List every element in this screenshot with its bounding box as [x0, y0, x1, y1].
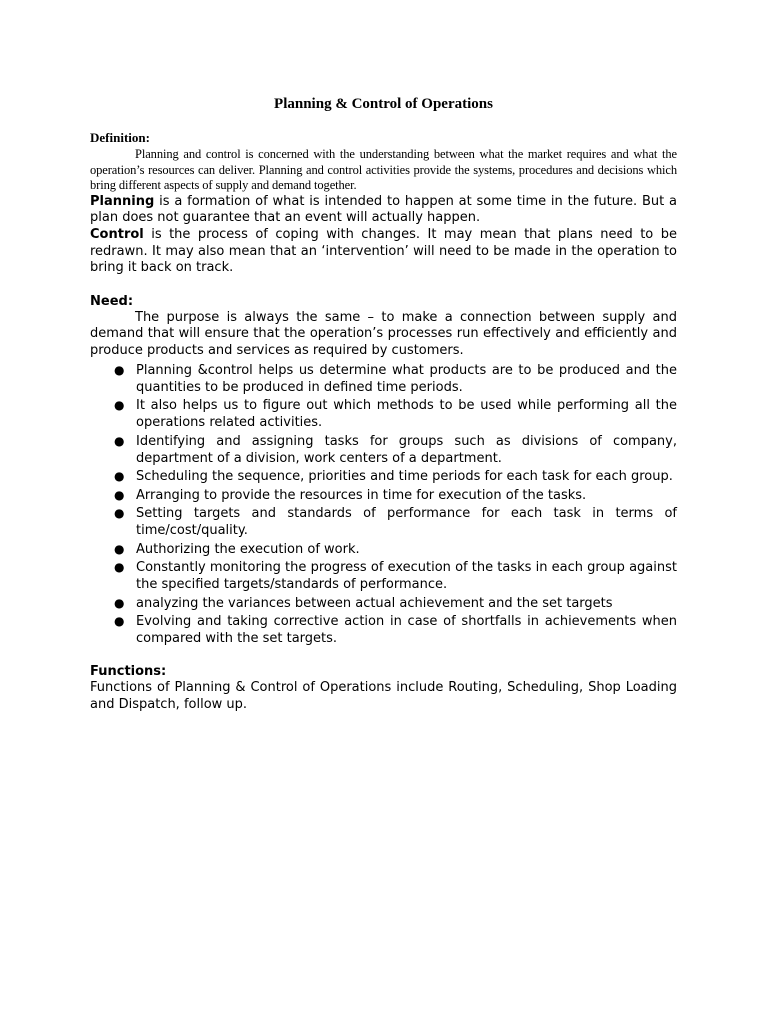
bullet-icon: ● [114, 362, 125, 377]
bullet-icon: ● [114, 398, 125, 413]
list-item-text: Planning &control helps us determine what products are to be produced and the quantities to be produced in defined time periods. [136, 362, 677, 395]
list-item-text: Authorizing the execution of work. [136, 541, 360, 557]
definition-paragraph: Planning and control is concerned with the understanding between what the market requires and what the operation’s resources can deliver. Planning and control activities provide the systems, procedures and decisions which bring different aspects of supply and demand together. [90, 147, 677, 193]
list-item-text: Scheduling the sequence, priorities and time periods for each task for each group. [136, 469, 673, 485]
need-intro-paragraph: The purpose is always the same – to make a connection between supply and demand that will ensure that the operation’s processes run effectively and efficiently and produce products and services as required by customers. [90, 309, 677, 358]
list-item-text: analyzing the variances between actual achievement and the set targets [136, 595, 613, 611]
bullet-icon: ● [114, 469, 125, 484]
planning-term: Planning [90, 193, 155, 209]
list-item [90, 541, 677, 558]
list-item-text: It also helps us to figure out which methods to be used while performing all the operations related activities. [136, 398, 677, 431]
planning-paragraph [90, 194, 677, 227]
functions-heading: Functions: [90, 664, 167, 680]
document-body [90, 94, 677, 714]
list-item-text: Setting targets and standards of performance for each task in terms of time/cost/quality. [136, 506, 677, 539]
list-item [90, 362, 677, 396]
list-item [90, 468, 677, 485]
list-item [90, 487, 677, 504]
document-title: Planning & Control of Operations [274, 96, 493, 112]
need-heading: Need: [90, 293, 134, 309]
list-item-text: Evolving and taking corrective action in case of shortfalls in achievements when compared with the set targets. [136, 614, 677, 647]
list-item-text: Constantly monitoring the progress of execution of the tasks in each group against the specified targets/standards of performance. [136, 560, 677, 593]
definition-heading: Definition: [90, 130, 150, 145]
bullet-icon: ● [114, 487, 125, 502]
list-item [90, 397, 677, 431]
list-item [90, 613, 677, 647]
bullet-icon: ● [114, 433, 125, 448]
bullet-icon: ● [114, 595, 125, 610]
list-item [90, 595, 677, 612]
list-item [90, 559, 677, 593]
bullet-icon: ● [114, 614, 125, 629]
list-item [90, 505, 677, 539]
bullet-icon: ● [114, 560, 125, 575]
bullet-icon: ● [114, 506, 125, 521]
list-item-text: Arranging to provide the resources in time for execution of the tasks. [136, 487, 587, 503]
control-text: is the process of coping with changes. It may mean that plans need to be redrawn. It may also mean that an ‘intervention’ will need to be made in the operation to bring it back on track. [90, 226, 677, 276]
bullet-icon: ● [114, 541, 125, 556]
list-item [90, 433, 677, 467]
control-paragraph [90, 227, 677, 277]
list-item-text: Identifying and assigning tasks for groups such as divisions of company, department of a division, work centers of a department. [136, 433, 677, 466]
need-bullet-list [90, 362, 677, 648]
functions-paragraph: Functions of Planning & Control of Operations include Routing, Scheduling, Shop Loading and Dispatch, follow up. [90, 680, 677, 713]
planning-text: is a formation of what is intended to happen at some time in the future. But a plan does not guarantee that an event will actually happen. [90, 193, 677, 226]
control-term: Control [90, 226, 144, 242]
